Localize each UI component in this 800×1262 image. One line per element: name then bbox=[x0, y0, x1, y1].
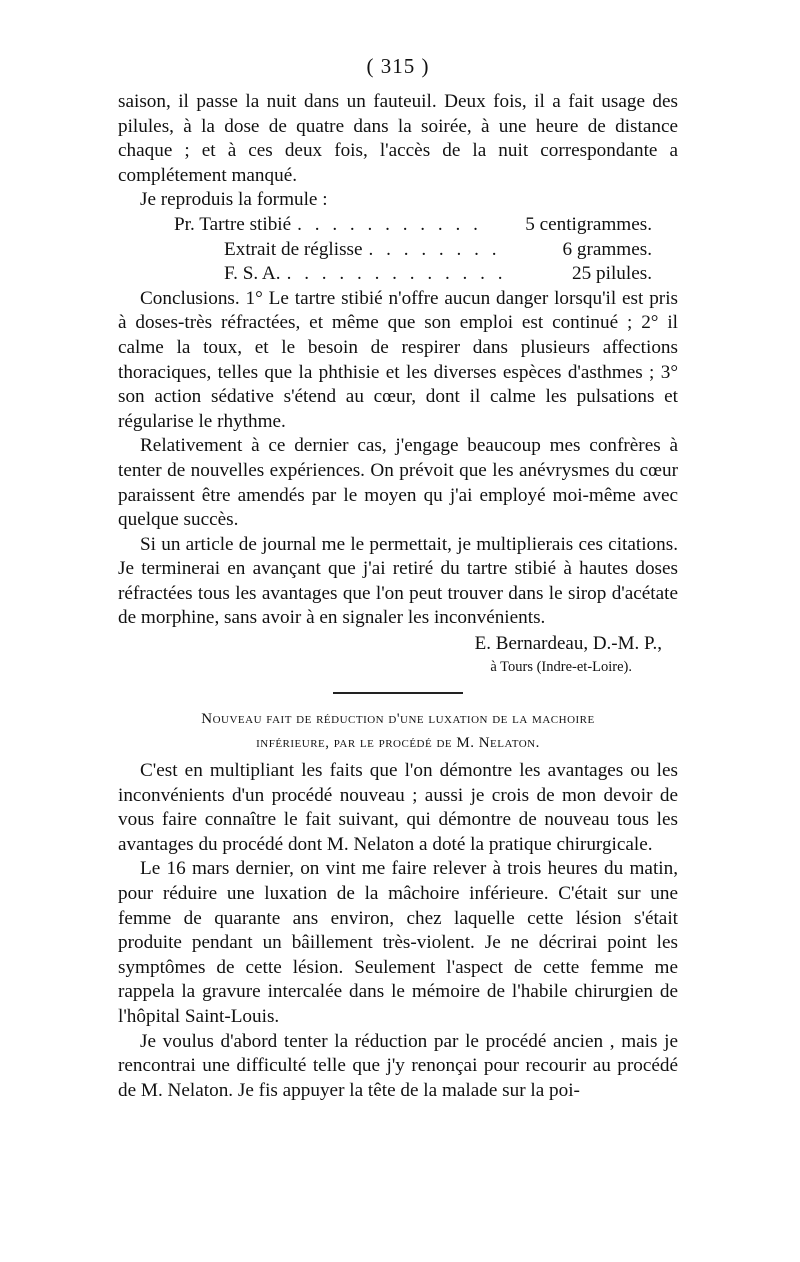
paragraph: Je reproduis la formule : bbox=[140, 189, 328, 211]
formula-row bbox=[174, 262, 652, 287]
paragraph: Le 16 mars dernier, on vint me faire relever à trois heures du matin, pour réduire une luxation de la mâchoire inférieure. C'était sur une femme de quarante ans environ, chez laquelle cette lésion s'était produite pendant un bâillement très-violent. Je ne décrirai point les symptômes de cette lésion. Seulement l'aspect de cette femme me rappela la gravure intercalée dans le mémoire de l'habile chirurgien de l'hôpital Saint-Louis. bbox=[118, 858, 678, 1027]
section-heading-line: inférieure, par le procédé de M. Nelaton. bbox=[256, 735, 540, 752]
formula-row bbox=[174, 213, 652, 238]
formula-leader: . . . . . . . . . . . bbox=[297, 213, 482, 235]
formula-amount: 25 pilules. bbox=[572, 263, 652, 285]
formula-ingredient: F. S. A. bbox=[224, 263, 281, 285]
section-divider bbox=[333, 692, 463, 694]
book-page bbox=[118, 54, 678, 1103]
paragraph: Je voulus d'abord tenter la réduction par le procédé ancien , mais je rencontrai une difficulté telle que j'y renonçai pour recourir au procédé de M. Nelaton. Je fis appuyer la tête de la malade sur la poi- bbox=[118, 1030, 678, 1101]
author-signature: E. Bernardeau, D.-M. P., bbox=[474, 633, 662, 655]
section-heading bbox=[118, 707, 678, 755]
page-number: ( 315 ) bbox=[366, 54, 430, 78]
formula-amount: 5 centigrammes. bbox=[525, 213, 652, 235]
paragraph: saison, il passe la nuit dans un fauteuil. Deux fois, il a fait usage des pilules, à la dose de quatre dans la soirée, à une heure de distance chaque ; et à ces deux fois, l'accès de la nuit correspondante a complétement manqué. bbox=[118, 91, 678, 186]
paragraph: C'est en multipliant les faits que l'on démontre les avantages ou les inconvénients d'un procédé nouveau ; aussi je crois de mon devoir de vous faire connaître le fait suivant, qui démontre de nouveau tous les avantages du procédé dont M. Nelaton a doté la pratique chirurgicale. bbox=[118, 760, 678, 855]
author-location: à Tours (Indre-et-Loire). bbox=[490, 659, 632, 676]
formula-ingredient: Extrait de réglisse bbox=[224, 238, 363, 260]
paragraph: Relativement à ce dernier cas, j'engage beaucoup mes confrères à tenter de nouvelles expériences. On prévoit que les anévrysmes du cœur paraissent être amendés par le moyen qu j'ai employé moi-même avec quelque succès. bbox=[118, 435, 678, 531]
formula-leader: . . . . . . . . . . . . . bbox=[286, 263, 507, 285]
section-heading-line: Nouveau fait de réduction d'une luxation de la machoire bbox=[201, 711, 595, 728]
formula-ingredient: Pr. Tartre stibié bbox=[174, 213, 292, 235]
formula-row bbox=[174, 238, 652, 263]
formula-leader: . . . . . . . . bbox=[368, 238, 501, 260]
paragraph: Conclusions. 1° Le tartre stibié n'offre aucun danger lorsqu'il est pris à doses-très réfractées, et même que son emploi est continué ; 2° il calme la toux, et le besoin de respirer dans plusieurs affections thoraciques, telles que la phthisie et les diverses espèces d'asthmes ; 3° son action sédative s'étend au cœur, dont il calme les pulsations et régularise le rhythme. bbox=[118, 287, 678, 432]
formula-amount: 6 grammes. bbox=[562, 238, 652, 260]
prescription-formula bbox=[118, 213, 678, 287]
paragraph: Si un article de journal me le permettait, je multiplierais ces citations. Je terminerai en avançant que j'ai retiré du tartre stibié à hautes doses réfractées tous les avantages que l'on peut trouver dans le sirop d'acétate de morphine, sans avoir à en signaler les inconvénients. bbox=[118, 533, 678, 629]
